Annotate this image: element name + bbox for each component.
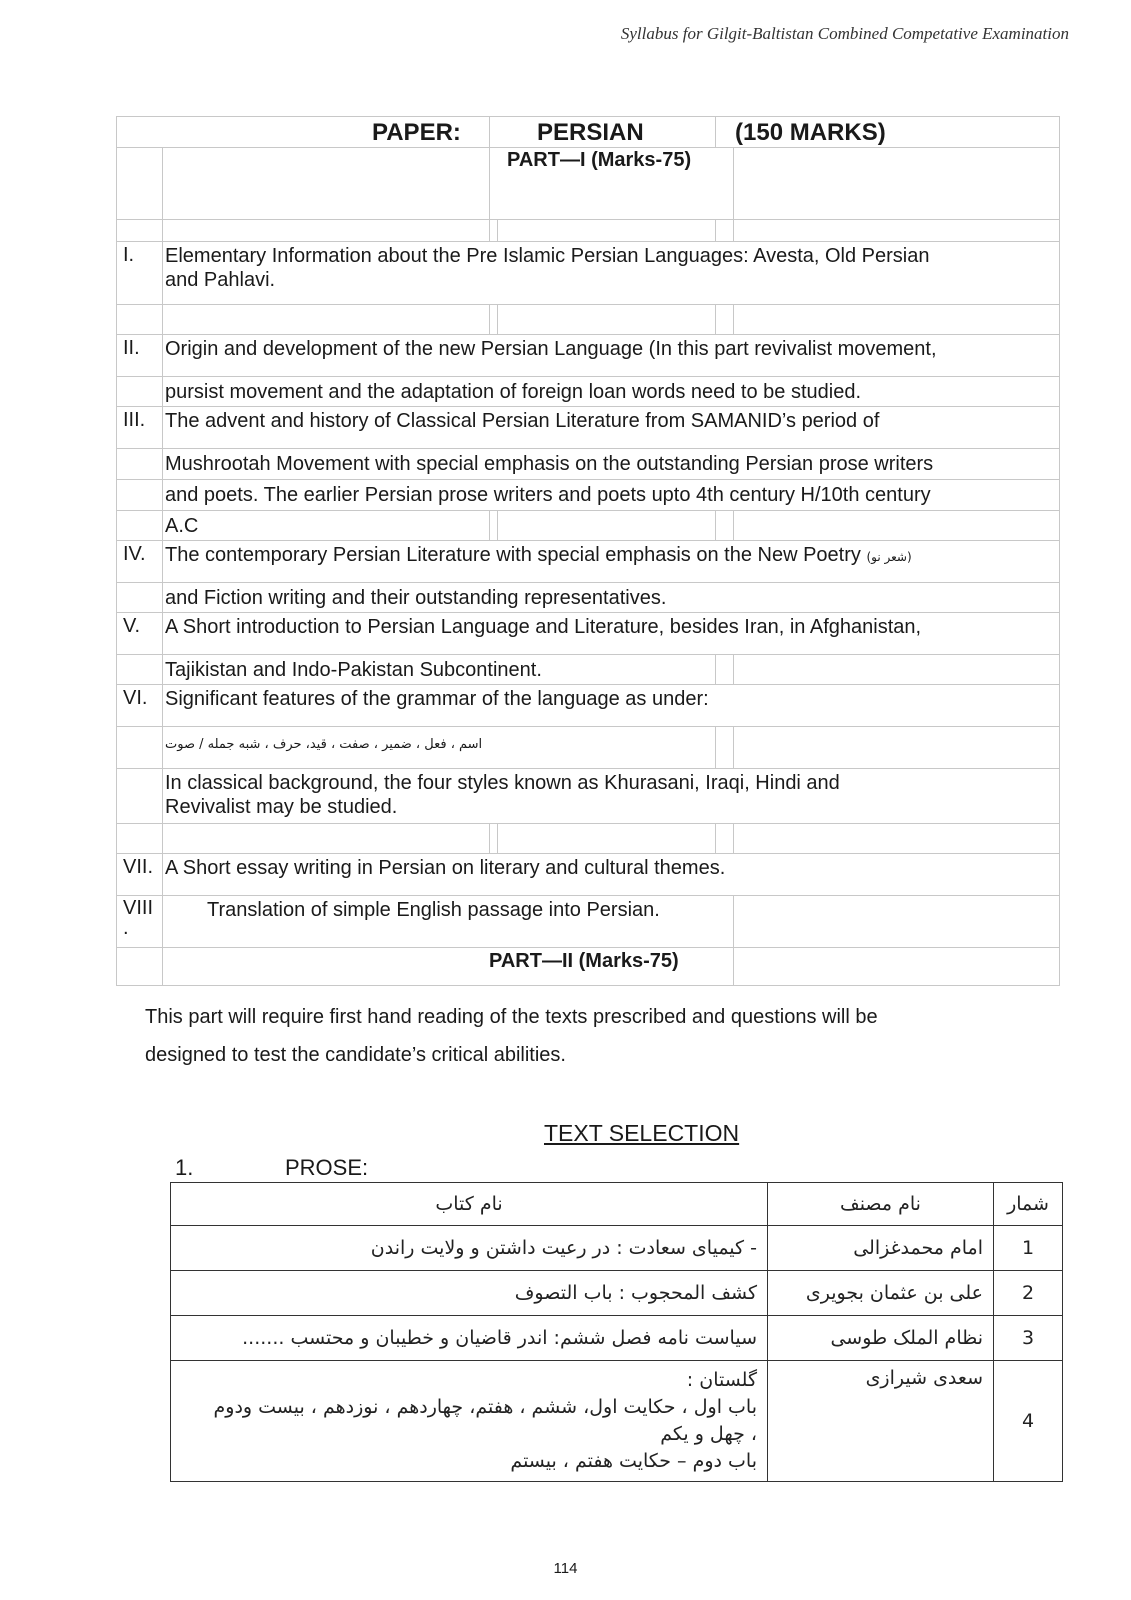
item-text: The contemporary Persian Literature with special emphasis on the New Poetry [165, 544, 861, 566]
prose-heading [175, 1155, 368, 1181]
item-II-cont [117, 376, 1059, 406]
item-V-cont [117, 654, 1059, 684]
item-III-cont [117, 448, 1059, 479]
item-number: I. [117, 242, 163, 304]
item-text: and Pahlavi. [165, 269, 276, 291]
item-text: A.C [165, 515, 199, 537]
table-row [171, 1316, 1063, 1361]
item-VI-styles [117, 768, 1059, 823]
part1-row [117, 147, 1059, 219]
spacer-row [117, 823, 1059, 853]
item-text: and poets. The earlier Persian prose writers and poets upto 4th century H/10th century [165, 484, 931, 506]
item-III [117, 406, 1059, 448]
text-selection-table [170, 1182, 1063, 1482]
item-VI [117, 684, 1059, 726]
table-row [171, 1226, 1063, 1271]
paper-title-row [117, 117, 1059, 147]
item-number-dot: . [123, 917, 129, 939]
paper-marks: (150 MARKS) [735, 119, 886, 146]
item-II [117, 334, 1059, 376]
item-VII [117, 853, 1059, 895]
item-text: Elementary Information about the Pre Islamic Persian Languages: Avesta, Old Persian [165, 245, 930, 267]
item-number: II. [117, 335, 163, 376]
header-author: نام مصنف [768, 1183, 994, 1226]
row-book: کشف المحجوب : باب التصوف [171, 1271, 768, 1316]
paragraph-line: designed to test the candidate’s critical abilities. [145, 1044, 566, 1066]
row-book [171, 1361, 768, 1482]
part1-heading: PART—I (Marks-75) [507, 149, 692, 171]
book-line: گلستان : [686, 1369, 757, 1391]
item-text: Tajikistan and Indo-Pakistan Subcontinent. [165, 659, 542, 681]
table-header-row [171, 1183, 1063, 1226]
paper-subject: PERSIAN [537, 119, 644, 146]
text-selection-title: TEXT SELECTION [544, 1120, 740, 1146]
item-V [117, 612, 1059, 654]
book-line: باب دوم – حکایت هفتم ، بیستم [510, 1450, 757, 1472]
item-VI-grammar [117, 726, 1059, 768]
item-number: VIII [123, 897, 154, 919]
item-III-cont [117, 510, 1059, 540]
part2-description [145, 998, 1005, 1074]
item-text: Significant features of the grammar of the language as under: [165, 688, 709, 710]
item-text: Mushrootah Movement with special emphasis on the outstanding Persian prose writers [165, 453, 934, 475]
item-number: VII. [117, 854, 163, 895]
row-book: سیاست نامه فصل ششم: اندر قاضیان و خطیبان و محتسب ....... [171, 1316, 768, 1361]
running-header: Syllabus for Gilgit-Baltistan Combined Competative Examination [620, 24, 1069, 43]
row-num: 4 [994, 1361, 1063, 1482]
spacer-row [117, 219, 1059, 241]
row-num: 2 [994, 1271, 1063, 1316]
item-number: IV. [117, 541, 163, 582]
paragraph-line: This part will require first hand reading of the texts prescribed and questions will be [145, 1006, 878, 1028]
row-num: 1 [994, 1226, 1063, 1271]
prose-number: 1. [175, 1155, 194, 1180]
prose-label: PROSE: [285, 1155, 369, 1180]
item-text: Translation of simple English passage into Persian. [207, 899, 660, 921]
item-number: VI. [117, 685, 163, 726]
syllabus-grid [116, 116, 1060, 986]
book-line: ، چهل و یکم [660, 1423, 757, 1445]
item-text: A Short essay writing in Persian on literary and cultural themes. [165, 857, 726, 879]
row-author: امام محمدغزالی [768, 1226, 994, 1271]
spacer-row [117, 304, 1059, 334]
row-author: نظام الملک طوسی [768, 1316, 994, 1361]
book-line: باب اول ، حکایت اول، ششم ، هفتم، چهاردهم ، نوزدهم ، بیست ودوم [213, 1396, 757, 1418]
item-number: III. [117, 407, 163, 448]
row-author: علی بن عثمان بجویری [768, 1271, 994, 1316]
page-number: 114 [553, 1560, 578, 1577]
item-VIII [117, 895, 1059, 947]
item-text: A Short introduction to Persian Language and Literature, besides Iran, in Afghanistan, [165, 616, 922, 638]
item-IV-cont [117, 582, 1059, 612]
part2-row [117, 947, 1059, 985]
item-text: Origin and development of the new Persian Language (In this part revivalist movement, [165, 338, 937, 360]
table-row [171, 1271, 1063, 1316]
table-row [171, 1361, 1063, 1482]
row-book: - کیمیای سعادت : در رعیت داشتن و ولایت راندن [171, 1226, 768, 1271]
row-num: 3 [994, 1316, 1063, 1361]
item-I [117, 241, 1059, 304]
row-author: سعدی شیرازی [768, 1361, 994, 1482]
item-text: pursist movement and the adaptation of foreign loan words need to be studied. [165, 381, 862, 403]
item-text: In classical background, the four styles known as Khurasani, Iraqi, Hindi and [165, 772, 840, 794]
header-book: نام کتاب [171, 1183, 768, 1226]
item-text: Revivalist may be studied. [165, 796, 398, 818]
item-III-cont [117, 479, 1059, 510]
grammar-terms: اسم ، فعل ، ضمیر ، صفت ، قید، حرف ، شبه جمله / صوت [165, 737, 483, 752]
item-number: V. [117, 613, 163, 654]
persian-term: (شعر نو) [866, 550, 912, 564]
item-text: The advent and history of Classical Persian Literature from SAMANID’s period of [165, 410, 880, 432]
item-IV [117, 540, 1059, 582]
header-num: شمار [994, 1183, 1063, 1226]
paper-label: PAPER: [372, 119, 461, 146]
part2-heading: PART—II (Marks-75) [489, 950, 679, 972]
item-text: and Fiction writing and their outstanding representatives. [165, 587, 667, 609]
